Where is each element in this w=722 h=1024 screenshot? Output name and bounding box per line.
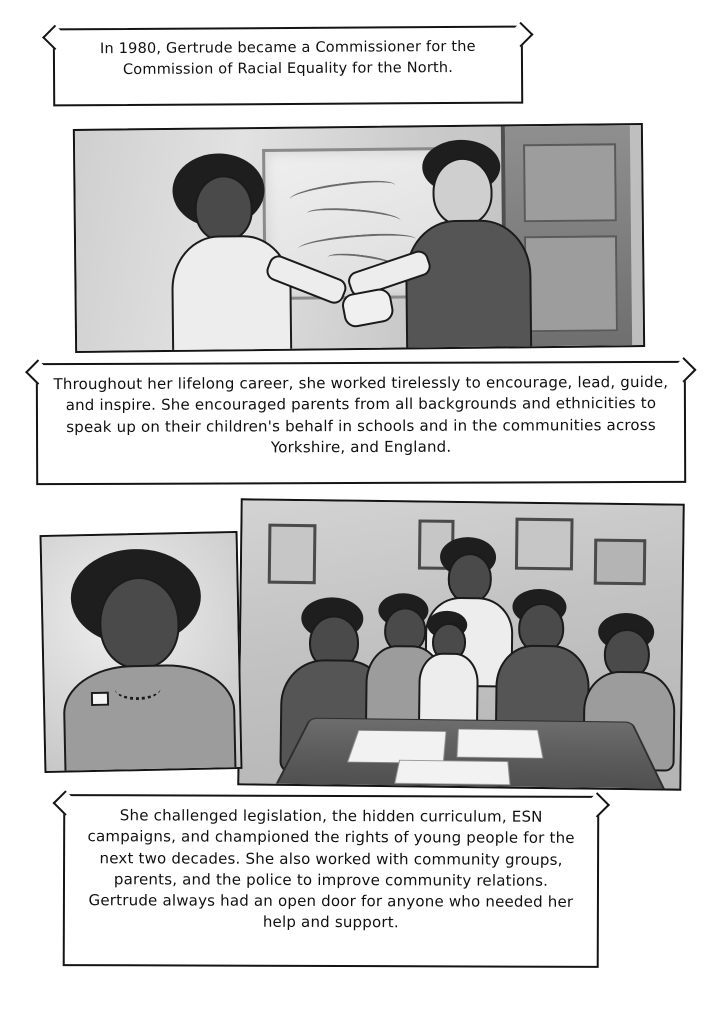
corner-fold-icon bbox=[25, 359, 50, 384]
corner-fold-icon bbox=[585, 792, 610, 817]
head bbox=[432, 158, 493, 227]
caption-box-1 bbox=[53, 26, 523, 107]
caption-box-3 bbox=[63, 794, 600, 968]
corner-fold-icon bbox=[42, 25, 67, 50]
comic-panel-portrait bbox=[40, 531, 243, 773]
panel-1-artwork bbox=[75, 125, 643, 351]
figure-seated-child bbox=[416, 610, 479, 730]
figure-woman-left bbox=[154, 150, 326, 350]
corner-fold-icon bbox=[671, 357, 696, 382]
figure-person-right bbox=[392, 139, 575, 348]
comic-panel-handshake bbox=[73, 123, 645, 353]
caption-box-2 bbox=[36, 361, 686, 485]
caption-text-3: She challenged legislation, the hidden curriculum, ESN campaigns, and championed the rights of young people for the next two decades. She also worked with community groups, parents, and the police to improve community relations. Gertrude always had an open door for anyone who needed her help and support. bbox=[87, 806, 575, 932]
wall-picture bbox=[515, 518, 574, 571]
torso-waistcoat bbox=[405, 219, 532, 353]
panel-3-artwork bbox=[239, 500, 682, 788]
figure-gertrude-portrait bbox=[53, 547, 232, 771]
corner-fold-icon bbox=[508, 22, 533, 47]
panel-2-artwork bbox=[42, 533, 241, 771]
caption-text-2: Throughout her lifelong career, she worked tirelessly to encourage, lead, guide, and inspire. She encouraged parents from all backgrounds and ethnicities to speak up on their children's behalf in schools and in the communities across Yorkshire, and England. bbox=[53, 372, 669, 457]
wall-picture bbox=[594, 539, 647, 586]
name-badge bbox=[90, 692, 108, 706]
corner-fold-icon bbox=[53, 790, 78, 815]
caption-text-1: In 1980, Gertrude became a Commissioner for the Commission of Racial Equality for the North. bbox=[99, 38, 476, 78]
meeting-table bbox=[271, 717, 669, 790]
comic-panel-meeting bbox=[237, 498, 684, 790]
head bbox=[98, 576, 180, 670]
wall-picture bbox=[268, 523, 317, 584]
torso bbox=[171, 235, 292, 353]
head bbox=[195, 175, 254, 242]
